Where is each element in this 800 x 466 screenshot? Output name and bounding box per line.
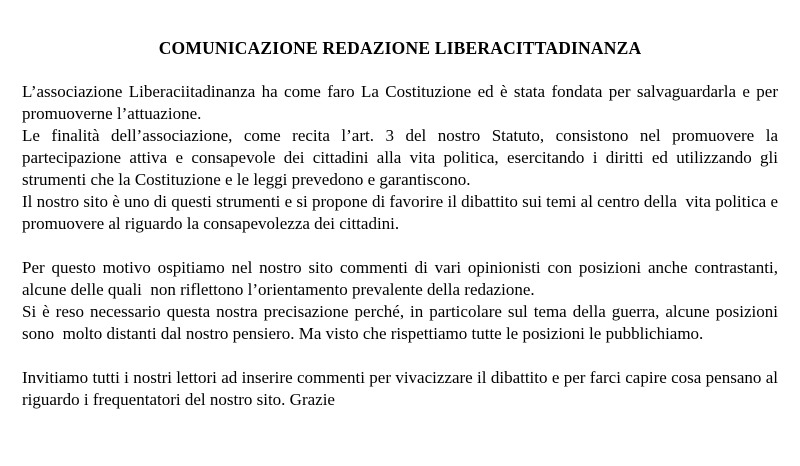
paragraph-block-invitation <box>22 367 783 411</box>
paragraph-association-foundation: L’associazione Liberaciitadinanza ha come faro La Costituzione ed è stata fondata per salvaguardarla e per promuoverne l’attuazione. <box>22 82 783 123</box>
paragraph-opinionists: Per questo motivo ospitiamo nel nostro sito commenti di vari opinionisti con posizioni anche contrastanti, alcune delle quali non riflettono l’orientamento prevalente della redazione. <box>22 258 783 299</box>
paragraph-block-editorial-position <box>22 257 783 345</box>
paragraph-site-purpose: Il nostro sito è uno di questi strumenti e si propone di favorire il dibattito sui temi al centro della vita politica e promuovere al riguardo la consapevolezza dei cittadini. <box>22 192 783 233</box>
paragraph-reader-invitation: Invitiamo tutti i nostri lettori ad inserire commenti per vivacizzare il dibattito e per farci capire cosa pensano al riguardo i frequentatori del nostro sito. Grazie <box>22 368 783 409</box>
document-title: COMUNICAZIONE REDAZIONE LIBERACITTADINANZA <box>158 38 642 58</box>
paragraph-clarification: Si è reso necessario questa nostra precisazione perché, in particolare sul tema della guerra, alcune posizioni sono molto distanti dal nostro pensiero. Ma visto che rispettiamo tutte le posizioni le pubblichiamo. <box>22 302 783 343</box>
paragraph-block-intro <box>22 81 783 235</box>
paragraph-statute-goals: Le finalità dell’associazione, come recita l’art. 3 del nostro Statuto, consistono nel promuovere la partecipazione attiva e consapevole dei cittadini alla vita politica, esercitando i diritti ed utilizzando gli strumenti che la Costituzione e le leggi prevedono e garantiscono. <box>22 126 783 189</box>
